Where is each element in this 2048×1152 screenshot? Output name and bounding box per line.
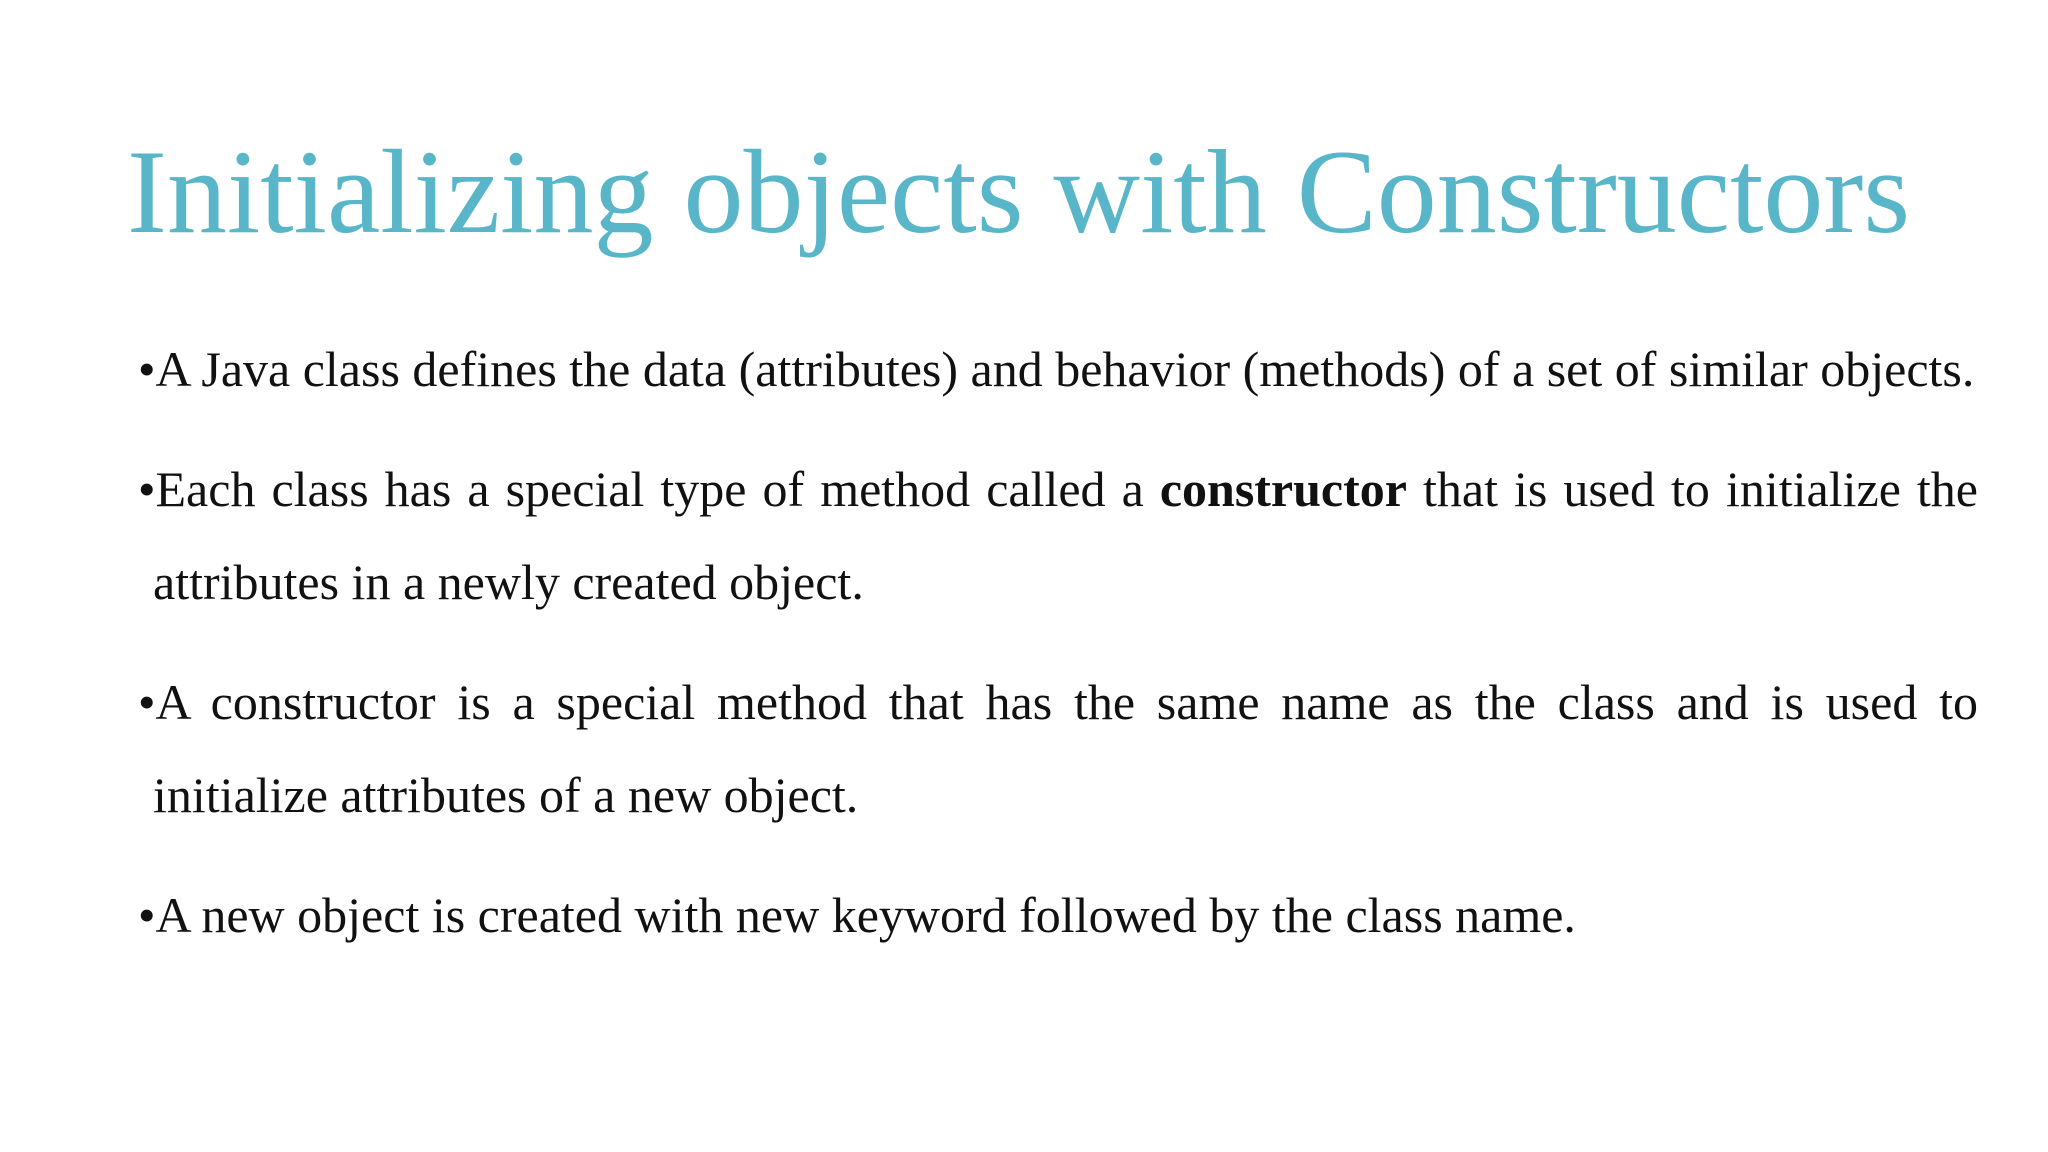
bullet-text-start: Each class has a special type of method called a bbox=[155, 461, 1160, 517]
bullet-item-3 bbox=[138, 656, 1978, 842]
bullet-text: A constructor is a special method that has the same name as the class and is used to initialize attributes of a new object. bbox=[153, 674, 1978, 823]
bullet-icon: • bbox=[138, 674, 156, 730]
bullet-icon: • bbox=[138, 461, 156, 517]
bullet-bold-term: constructor bbox=[1159, 461, 1407, 517]
bullet-item-4 bbox=[138, 869, 1978, 962]
bullet-icon: • bbox=[138, 341, 156, 397]
bullet-list bbox=[138, 323, 1978, 989]
bullet-text: A Java class defines the data (attributes) and behavior (methods) of a set of similar objects. bbox=[155, 341, 1975, 397]
bullet-text-end: that is used to initialize the attributes in a newly created object. bbox=[153, 461, 1978, 610]
bullet-text: A new object is created with new keyword followed by the class name. bbox=[155, 887, 1576, 943]
bullet-item-1 bbox=[138, 323, 1978, 416]
bullet-item-2 bbox=[138, 443, 1978, 629]
slide-title: Initializing objects with Constructors bbox=[127, 125, 1911, 258]
bullet-icon: • bbox=[138, 887, 156, 943]
